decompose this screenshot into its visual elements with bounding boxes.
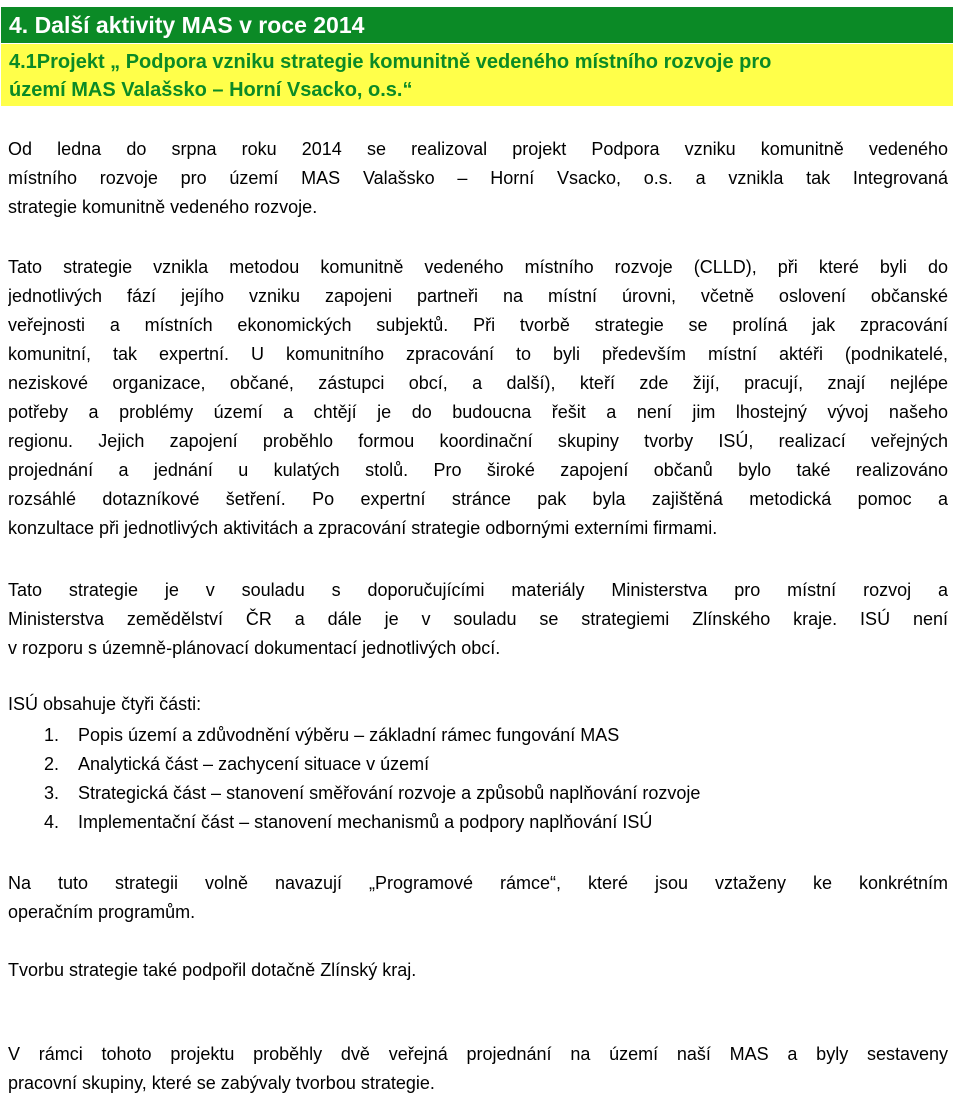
list-item-text: Popis území a zdůvodnění výběru – základní rámec fungování MAS [78,725,620,745]
subsection-heading [1,44,953,106]
text-line: v rozporu s územně-plánovací dokumentací jednotlivých obcí. [8,638,501,658]
text-line: pracovní skupiny, které se zabývaly tvorbou strategie. [8,1073,435,1093]
text-line: Tato strategie je v souladu s doporučujícími materiály Ministerstva pro místní rozvoj a [8,580,948,600]
list-item-number: 4. [44,812,60,832]
list-item [44,721,700,750]
text-line: regionu. Jejich zapojení proběhlo formou koordinační skupiny tvorby ISÚ, realizací veřejných [8,431,948,451]
list-item-number: 1. [44,725,60,745]
list-item [44,779,700,808]
text-line: V rámci tohoto projektu proběhly dvě veřejná projednání na území naší MAS a byly sestaveny [8,1044,948,1064]
text-line: potřeby a problémy území a chtějí je do budoucna řešit a není jim lhostejný vývoj našeho [8,402,948,422]
text-line: projednání a jednání u kulatých stolů. Pro široké zapojení občanů bylo také realizováno [8,460,948,480]
parts-list [44,721,700,837]
list-item-text: Implementační část – stanovení mechanismů a podpory naplňování ISÚ [78,812,653,832]
text-line: strategie komunitně vedeného rozvoje. [8,197,318,217]
text-line: komunitní, tak expertní. U komunitního zpracování to byli především místní aktéři (podnikatelé, [8,344,948,364]
paragraph-intro [8,135,948,222]
list-item-number: 2. [44,754,60,774]
section-heading: 4. Další aktivity MAS v roce 2014 [1,7,953,43]
text-line: místního rozvoje pro území MAS Valašsko – Horní Vsacko, o.s. a vznikla tak Integrovaná [8,168,948,188]
list-item-text: Analytická část – zachycení situace v území [78,754,430,774]
paragraph-support [8,956,948,985]
text-line: konzultace při jednotlivých aktivitách a zpracování strategie odbornými externími firmami. [8,518,718,538]
paragraph-compliance [8,576,948,663]
text-line: operačním programům. [8,902,196,922]
text-line: jednotlivých fází jejího vzniku zapojeni partneři na místní úrovni, včetně oslovení občanské [8,286,948,306]
paragraph-clld [8,253,948,543]
paragraph-hearings [8,1040,948,1098]
list-item [44,808,700,837]
list-item [44,750,700,779]
paragraph-program-frames [8,869,948,927]
text-line: Tvorbu strategie také podpořil dotačně Zlínský kraj. [8,960,417,980]
text-line: Na tuto strategii volně navazují „Programové rámce“, které jsou vztaženy ke konkrétním [8,873,948,893]
list-intro: ISÚ obsahuje čtyři části: [8,694,202,714]
text-line: Tato strategie vznikla metodou komunitně vedeného místního rozvoje (CLLD), při které byli do [8,257,948,277]
text-line: Ministerstva zemědělství ČR a dále je v souladu se strategiemi Zlínského kraje. ISÚ není [8,609,948,629]
list-item-number: 3. [44,783,60,803]
subsection-heading-line: území MAS Valašsko – Horní Vsacko, o.s.“ [9,79,413,101]
text-line: Od ledna do srpna roku 2014 se realizoval projekt Podpora vzniku komunitně vedeného [8,139,948,159]
text-line: neziskové organizace, občané, zástupci obcí, a další), kteří zde žijí, pracují, znají nejlépe [8,373,948,393]
subsection-heading-line: 4.1Projekt „ Podpora vzniku strategie komunitně vedeného místního rozvoje pro [9,51,772,73]
text-line: veřejnosti a místních ekonomických subjektů. Při tvorbě strategie se prolíná jak zpracování [8,315,948,335]
list-item-text: Strategická část – stanovení směřování rozvoje a způsobů naplňování rozvoje [78,783,701,803]
text-line: rozsáhlé dotazníkové šetření. Po expertní stránce pak byla zajištěná metodická pomoc a [8,489,948,509]
